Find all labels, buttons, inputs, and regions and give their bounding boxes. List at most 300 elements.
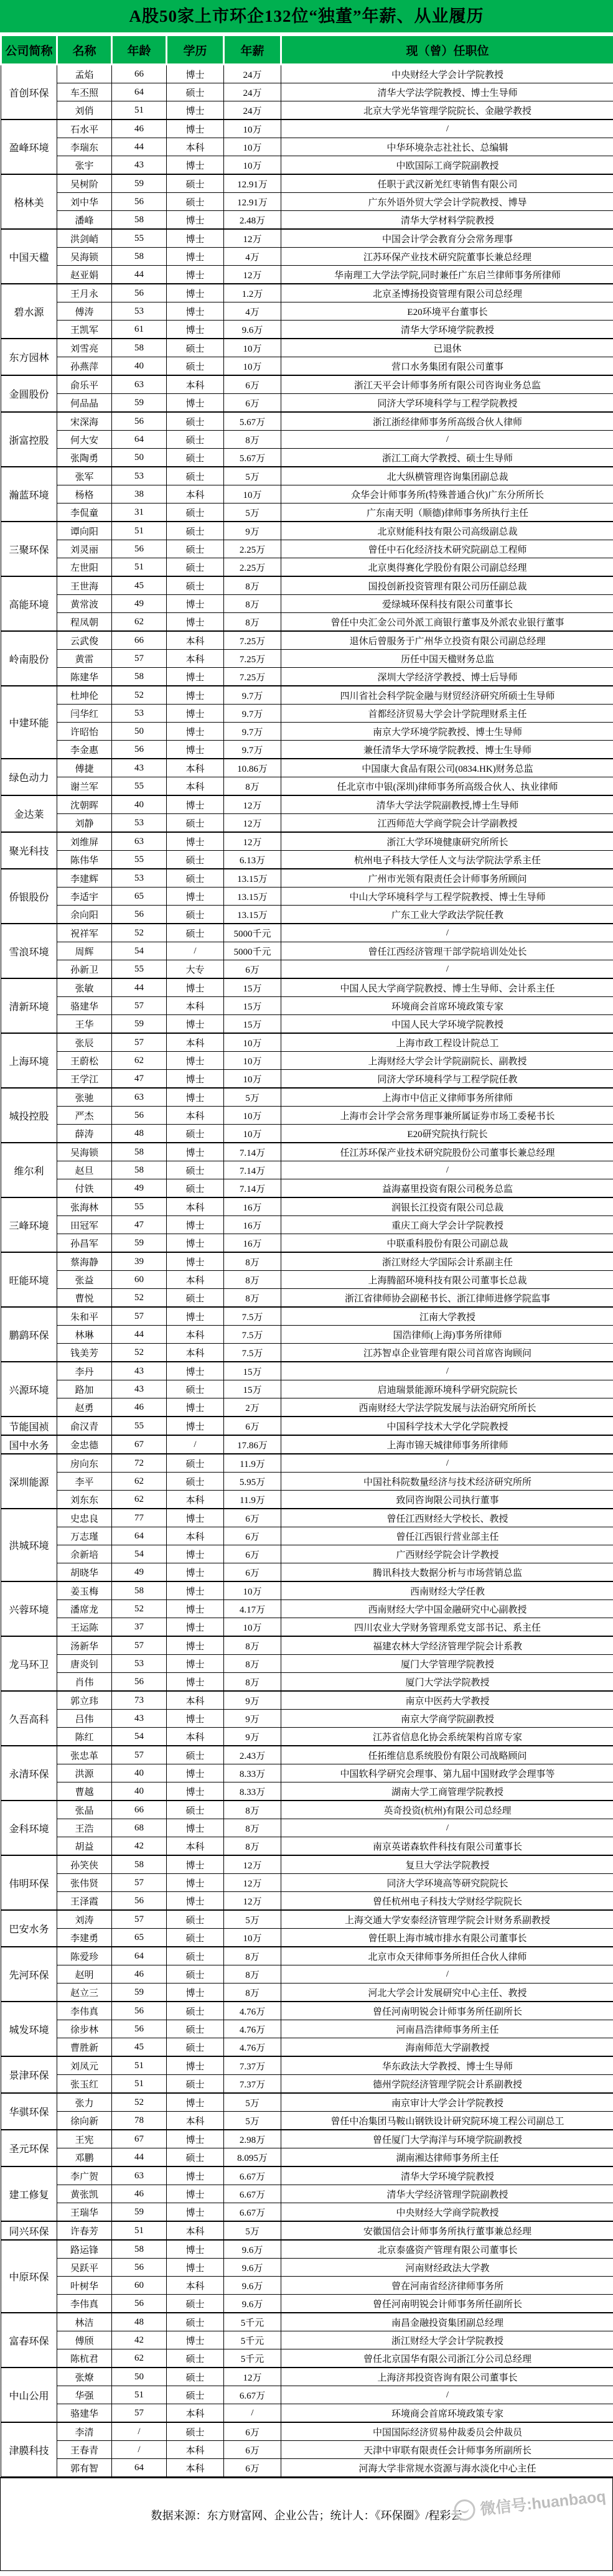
position-cell: 河南财经政法大学教	[281, 2259, 613, 2277]
table-row	[1, 1125, 613, 1143]
salary-cell: 7.37万	[224, 2075, 281, 2094]
director-name-cell: 宋深海	[57, 412, 112, 431]
position-cell: 浙江财经大学国际会计系副主任	[281, 1252, 613, 1271]
salary-cell: 2.48万	[224, 211, 281, 230]
position-cell: /	[281, 924, 613, 942]
salary-cell: 1.2万	[224, 284, 281, 302]
director-name-cell: 张燎	[57, 2368, 112, 2386]
position-cell: 启迪瑞景能源环境科学研究院院长	[281, 1380, 613, 1398]
education-cell: 本科	[167, 1728, 224, 1746]
salary-cell: 10万	[224, 1052, 281, 1070]
position-cell: 南京中医药大学教授	[281, 1691, 613, 1710]
position-cell: 四川省社会科学院金融与财贸经济研究所硕士生导师	[281, 686, 613, 705]
table-row	[1, 1947, 613, 1965]
position-cell: 中国科学技术大学化学院教授	[281, 1417, 613, 1435]
company-name-cell: 久吾高科	[1, 1691, 57, 1746]
director-name-cell: 张海林	[57, 1197, 112, 1216]
director-name-cell: 余向阳	[57, 906, 112, 924]
company-name-cell: 兴源环境	[1, 1362, 57, 1417]
director-name-cell: 杜坤伦	[57, 686, 112, 705]
company-name-cell: 绿色动力	[1, 759, 57, 795]
salary-cell: 7.25万	[224, 631, 281, 650]
table-row	[1, 777, 613, 796]
table-row	[1, 522, 613, 540]
company-name-cell: 东方园林	[1, 339, 57, 375]
table-row	[1, 1509, 613, 1527]
director-name-cell: 吴树阶	[57, 174, 112, 193]
table-row	[1, 65, 613, 83]
salary-cell: 7.25万	[224, 650, 281, 668]
table-row	[1, 1362, 613, 1380]
table-row	[1, 1491, 613, 1509]
position-cell: 华南理工大学法学院,同时兼任广东启兰律师事务所律师	[281, 266, 613, 284]
salary-cell: 8.095万	[224, 2148, 281, 2167]
education-cell: 硕士	[167, 2020, 224, 2038]
position-cell: 上海市会计学会常务理事兼所属证券市场工委秘书长	[281, 1107, 613, 1125]
education-cell: 硕士	[167, 1473, 224, 1491]
salary-cell: 6.67万	[224, 2166, 281, 2185]
directors-table	[0, 34, 613, 2477]
position-cell: 任拓维信息系统股份有限公司战略顾问	[281, 1746, 613, 1764]
age-cell: 51	[112, 522, 167, 540]
table-row	[1, 138, 613, 156]
director-name-cell: 周辉	[57, 942, 112, 960]
director-name-cell: 潘席龙	[57, 1600, 112, 1618]
position-cell: 江苏智卓企业管理有限公司首席咨询顾问	[281, 1344, 613, 1362]
salary-cell: 10万	[224, 1107, 281, 1125]
age-cell: 52	[112, 924, 167, 942]
education-cell: 博士	[167, 2130, 224, 2148]
salary-cell: 7.5万	[224, 1344, 281, 1362]
age-cell: 64	[112, 1947, 167, 1965]
position-cell: 西南财经大学任教	[281, 1581, 613, 1600]
director-name-cell: 刘凤元	[57, 2056, 112, 2075]
position-cell: 西南财经大学中国金融研究中心副教授	[281, 1600, 613, 1618]
education-cell: 博士	[167, 156, 224, 175]
director-name-cell: 黄雷	[57, 650, 112, 668]
table-row	[1, 942, 613, 960]
position-cell: 广西财经学院会计学教授	[281, 1545, 613, 1563]
education-cell: 硕士	[167, 2422, 224, 2441]
director-name-cell: 洪剑峭	[57, 229, 112, 248]
education-cell: 博士	[167, 1819, 224, 1837]
education-cell: 硕士	[167, 431, 224, 449]
age-cell: 52	[112, 1289, 167, 1308]
age-cell: 49	[112, 1563, 167, 1582]
salary-cell: 12万	[224, 266, 281, 284]
age-cell: 56	[112, 412, 167, 431]
salary-cell: 10万	[224, 339, 281, 357]
table-row	[1, 631, 613, 650]
table-row	[1, 2441, 613, 2459]
position-cell: 江苏省信息化协会系统架构首席专家	[281, 1728, 613, 1746]
table-row	[1, 2259, 613, 2277]
company-name-cell: 碧水源	[1, 284, 57, 339]
director-name-cell: 程凤朝	[57, 613, 112, 632]
salary-cell: 15万	[224, 1380, 281, 1398]
position-cell: 厦门大学法学院教授	[281, 1673, 613, 1692]
position-cell: 曾任中冶集团马鞍山钢铁设计研究院环境工程公司副总工	[281, 2112, 613, 2130]
position-cell: 上海市政工程设计院总工	[281, 1033, 613, 1052]
age-cell: 45	[112, 576, 167, 595]
table-row	[1, 357, 613, 376]
column-header: 公司简称	[1, 35, 57, 65]
age-cell: 44	[112, 2148, 167, 2167]
education-cell: 硕士	[167, 503, 224, 522]
age-cell: 51	[112, 2221, 167, 2240]
position-cell: 上海市中信正义律师事务所律师	[281, 1088, 613, 1107]
education-cell: 博士	[167, 229, 224, 248]
education-cell: 博士	[167, 1216, 224, 1234]
salary-cell: 8万	[224, 1965, 281, 1984]
table-row	[1, 2368, 613, 2386]
education-cell: 博士	[167, 1088, 224, 1107]
age-cell: /	[112, 2422, 167, 2441]
salary-cell: 10万	[224, 1618, 281, 1637]
education-cell: 博士	[167, 2093, 224, 2112]
director-name-cell: 钱美芳	[57, 1344, 112, 1362]
salary-cell: 12.91万	[224, 174, 281, 193]
education-cell: 博士	[167, 668, 224, 686]
company-name-cell: 永清环保	[1, 1746, 57, 1801]
salary-cell: 8万	[224, 1655, 281, 1673]
salary-cell: 6万	[224, 2441, 281, 2459]
age-cell: 56	[112, 540, 167, 558]
company-name-cell: 兴蓉环境	[1, 1581, 57, 1636]
age-cell: 67	[112, 2130, 167, 2148]
director-name-cell: 王华	[57, 1015, 112, 1034]
company-name-cell: 格林美	[1, 174, 57, 229]
position-cell: 中央财经大学会计学院教授	[281, 65, 613, 83]
director-name-cell: 张宇	[57, 156, 112, 175]
director-name-cell: 张益	[57, 1271, 112, 1289]
company-name-cell: 聚光科技	[1, 832, 57, 869]
director-name-cell: 薛涛	[57, 1125, 112, 1143]
age-cell: 48	[112, 1125, 167, 1143]
education-cell: 本科	[167, 2459, 224, 2477]
table-row	[1, 1710, 613, 1728]
table-row	[1, 1819, 613, 1837]
table-row	[1, 2130, 613, 2148]
table-row	[1, 431, 613, 449]
education-cell: 硕士	[167, 83, 224, 101]
position-cell: 北京奥得赛化学股份有限公司副总经理	[281, 558, 613, 577]
salary-cell: 6万	[224, 1563, 281, 1582]
education-cell: 博士	[167, 1052, 224, 1070]
director-name-cell: 骆建华	[57, 997, 112, 1015]
salary-cell: 5千元	[224, 2331, 281, 2349]
director-name-cell: 王凯军	[57, 321, 112, 339]
director-name-cell: 万志瑾	[57, 1527, 112, 1545]
director-name-cell: 黄常波	[57, 595, 112, 613]
education-cell: 博士	[167, 394, 224, 413]
director-name-cell: 胡晓华	[57, 1563, 112, 1582]
age-cell: 43	[112, 1710, 167, 1728]
position-cell: 河南昌浩律师事务所主任	[281, 2020, 613, 2038]
education-cell: 本科	[167, 375, 224, 394]
position-cell: 清华大学环境学院教授	[281, 321, 613, 339]
age-cell: 43	[112, 1380, 167, 1398]
salary-cell: 15万	[224, 1015, 281, 1034]
age-cell: 59	[112, 174, 167, 193]
table-row	[1, 449, 613, 467]
salary-cell: 6万	[224, 394, 281, 413]
age-cell: 55	[112, 960, 167, 979]
company-name-cell: 国中水务	[1, 1435, 57, 1454]
education-cell: 硕士	[167, 2295, 224, 2313]
education-cell: 博士	[167, 1563, 224, 1582]
table-row	[1, 1837, 613, 1856]
age-cell: 46	[112, 1965, 167, 1984]
table-row	[1, 1161, 613, 1179]
director-name-cell: 肖伟	[57, 1673, 112, 1692]
position-cell: 任江苏环保产业技术研究院股份公司董事长兼总经理	[281, 1143, 613, 1161]
salary-cell: 4万	[224, 248, 281, 266]
table-row	[1, 1015, 613, 1034]
salary-cell: 11.9万	[224, 1491, 281, 1509]
education-cell: 博士	[167, 211, 224, 230]
position-cell: 中国康大食品有限公司(0834.HK)财务总监	[281, 759, 613, 777]
age-cell: 44	[112, 1326, 167, 1344]
education-cell: 博士	[167, 705, 224, 723]
salary-cell: 2.98万	[224, 2130, 281, 2148]
age-cell: 42	[112, 1837, 167, 1856]
table-row	[1, 1179, 613, 1198]
salary-cell: 5.67万	[224, 412, 281, 431]
position-cell: 北京泰盛资产管理有限公司董事长	[281, 2240, 613, 2259]
table-row	[1, 503, 613, 522]
salary-cell: 12万	[224, 1855, 281, 1874]
education-cell: 硕士	[167, 1161, 224, 1179]
director-name-cell: 左世阳	[57, 558, 112, 577]
director-name-cell: 李建勇	[57, 1929, 112, 1947]
age-cell: 58	[112, 1143, 167, 1161]
education-cell: 硕士	[167, 1289, 224, 1308]
position-cell: 广东南天明（顺德)律师事务所执行主任	[281, 503, 613, 522]
salary-cell: 8万	[224, 1984, 281, 2002]
table-row	[1, 2112, 613, 2130]
education-cell: 硕士	[167, 412, 224, 431]
company-name-cell: 巴安水务	[1, 1910, 57, 1947]
director-name-cell: 傅涛	[57, 302, 112, 321]
position-cell: 复旦大学法学院教授	[281, 1855, 613, 1874]
director-name-cell: 孙新卫	[57, 960, 112, 979]
table-row	[1, 1563, 613, 1582]
director-name-cell: 张军	[57, 467, 112, 485]
table-row	[1, 1473, 613, 1491]
age-cell: 65	[112, 1929, 167, 1947]
education-cell: 硕士	[167, 1929, 224, 1947]
data-source-line: 数据来源：东方财富网、企业公告；统计人：《环保圈》/程彩云	[151, 2509, 462, 2522]
position-cell: 河海大学非常规水资源与海水淡化中心主任	[281, 2459, 613, 2477]
director-name-cell: 李伟真	[57, 2002, 112, 2020]
salary-cell: 5000千元	[224, 942, 281, 960]
table-row	[1, 2386, 613, 2404]
age-cell: 58	[112, 2240, 167, 2259]
age-cell: 46	[112, 119, 167, 138]
salary-cell: 9万	[224, 1691, 281, 1710]
salary-cell: 5万	[224, 467, 281, 485]
position-cell: 中联重科股份有限公司副总裁	[281, 1234, 613, 1253]
position-cell: 福建农林大学经济管理学院会计系教	[281, 1636, 613, 1655]
education-cell: 硕士	[167, 1801, 224, 1819]
salary-cell: 9万	[224, 1728, 281, 1746]
director-name-cell: 赵立三	[57, 1984, 112, 2002]
education-cell: 博士	[167, 2056, 224, 2075]
table-row	[1, 1070, 613, 1089]
position-cell: 中国社科院数量经济与技术经济研究所所	[281, 1473, 613, 1491]
director-name-cell: 李适宇	[57, 888, 112, 906]
age-cell: 57	[112, 1910, 167, 1929]
company-name-cell: 深圳能源	[1, 1454, 57, 1509]
director-name-cell: 石水平	[57, 119, 112, 138]
age-cell: 53	[112, 814, 167, 833]
director-name-cell: 许昭怡	[57, 723, 112, 741]
age-cell: 58	[112, 1581, 167, 1600]
position-cell: 同济大学环境科学与工程学院任教	[281, 1070, 613, 1089]
director-name-cell: 曹悦	[57, 1289, 112, 1308]
table-row	[1, 686, 613, 705]
salary-cell: 5千元	[224, 2349, 281, 2368]
table-row	[1, 1618, 613, 1637]
age-cell: /	[112, 2441, 167, 2459]
column-header: 学历	[167, 35, 224, 65]
salary-cell: 10万	[224, 1125, 281, 1143]
education-cell: 博士	[167, 1234, 224, 1253]
director-name-cell: 陈红	[57, 1728, 112, 1746]
education-cell: 博士	[167, 1362, 224, 1380]
column-header: 名称	[57, 35, 112, 65]
education-cell: 博士	[167, 1015, 224, 1034]
table-row	[1, 1673, 613, 1692]
education-cell: 博士	[167, 723, 224, 741]
age-cell: 58	[112, 339, 167, 357]
salary-cell: 5千元	[224, 2313, 281, 2331]
director-name-cell: 刘灵丽	[57, 540, 112, 558]
position-cell: 北京财能科技有限公司高级副总裁	[281, 522, 613, 540]
position-cell: 上海市锦天城律师事务所律师	[281, 1435, 613, 1454]
column-header: 年薪	[224, 35, 281, 65]
salary-cell: 5.67万	[224, 449, 281, 467]
position-cell: 杭州电子科技大学任人文与法学院法学系主任	[281, 851, 613, 869]
director-name-cell: 王春青	[57, 2441, 112, 2459]
table-row	[1, 2093, 613, 2112]
age-cell: 43	[112, 759, 167, 777]
education-cell: 博士	[167, 2240, 224, 2259]
table-row	[1, 229, 613, 248]
position-cell: 河北大学会计发展研究中心主任、教授	[281, 1984, 613, 2002]
age-cell: 56	[112, 906, 167, 924]
director-name-cell: 何大安	[57, 431, 112, 449]
age-cell: 56	[112, 1673, 167, 1692]
salary-cell: 10万	[224, 156, 281, 175]
education-cell: 大专	[167, 960, 224, 979]
salary-cell: 5.95万	[224, 1473, 281, 1491]
age-cell: 63	[112, 832, 167, 851]
company-name-cell: 雪浪环境	[1, 924, 57, 978]
director-name-cell: 路加	[57, 1380, 112, 1398]
age-cell: 47	[112, 1216, 167, 1234]
company-name-cell: 盈峰环境	[1, 119, 57, 174]
table-row	[1, 1344, 613, 1362]
position-cell: 深圳大学经济学教授、博士后导师	[281, 668, 613, 686]
education-cell: 硕士	[167, 814, 224, 833]
salary-cell: 6万	[224, 2459, 281, 2477]
salary-cell: 15万	[224, 997, 281, 1015]
company-name-cell: 侨银股份	[1, 869, 57, 924]
director-name-cell: 陈爱珍	[57, 1947, 112, 1965]
age-cell: 40	[112, 795, 167, 814]
table-row	[1, 119, 613, 138]
age-cell: 57	[112, 997, 167, 1015]
age-cell: 77	[112, 1509, 167, 1527]
director-name-cell: 刘静	[57, 814, 112, 833]
salary-cell: 8万	[224, 1636, 281, 1655]
director-name-cell: 傅捷	[57, 759, 112, 777]
education-cell: 博士	[167, 795, 224, 814]
salary-cell: 24万	[224, 65, 281, 83]
director-name-cell: 刘维屏	[57, 832, 112, 851]
company-name-cell: 中山公用	[1, 2368, 57, 2422]
age-cell: 31	[112, 503, 167, 522]
education-cell: 硕士	[167, 2386, 224, 2404]
salary-cell: 17.86万	[224, 1435, 281, 1454]
director-name-cell: 杨格	[57, 485, 112, 503]
age-cell: 62	[112, 1473, 167, 1491]
table-row	[1, 723, 613, 741]
director-name-cell: 刘涛	[57, 1910, 112, 1929]
table-row	[1, 997, 613, 1015]
education-cell: 本科	[167, 1197, 224, 1216]
position-cell: 同济大学环境科学与工程学院教授	[281, 394, 613, 413]
age-cell: 59	[112, 2203, 167, 2222]
salary-cell: 5万	[224, 2221, 281, 2240]
director-name-cell: 张伟贤	[57, 1874, 112, 1892]
company-name-cell: 清新环境	[1, 978, 57, 1033]
salary-cell: 2.25万	[224, 540, 281, 558]
director-name-cell: 傅颀	[57, 2331, 112, 2349]
salary-cell: 6.67万	[224, 2185, 281, 2203]
salary-cell: 8万	[224, 1947, 281, 1965]
position-cell: 国浩律师(上海)事务所律师	[281, 1326, 613, 1344]
education-cell: 硕士	[167, 1125, 224, 1143]
position-cell: 环境商会首席环境政策专家	[281, 997, 613, 1015]
director-name-cell: 王泽霞	[57, 1892, 112, 1911]
education-cell: 本科	[167, 650, 224, 668]
education-cell: 硕士	[167, 1947, 224, 1965]
education-cell: 本科	[167, 759, 224, 777]
age-cell: 62	[112, 1491, 167, 1509]
education-cell: 硕士	[167, 2368, 224, 2386]
director-name-cell: 洪源	[57, 1764, 112, 1782]
education-cell: 博士	[167, 1417, 224, 1435]
position-cell: 南京大学环境学院教授、博士生导师	[281, 723, 613, 741]
age-cell: 73	[112, 1691, 167, 1710]
education-cell: 本科	[167, 2441, 224, 2459]
age-cell: 56	[112, 2259, 167, 2277]
table-row	[1, 1527, 613, 1545]
salary-cell: 10万	[224, 1070, 281, 1089]
education-cell: 硕士	[167, 2038, 224, 2057]
education-cell: 博士	[167, 321, 224, 339]
director-name-cell: 李丹	[57, 1362, 112, 1380]
salary-cell: 6万	[224, 375, 281, 394]
director-name-cell: 张忠革	[57, 1746, 112, 1764]
age-cell: 64	[112, 431, 167, 449]
age-cell: 53	[112, 467, 167, 485]
education-cell: 博士	[167, 1782, 224, 1801]
education-cell: 硕士	[167, 339, 224, 357]
